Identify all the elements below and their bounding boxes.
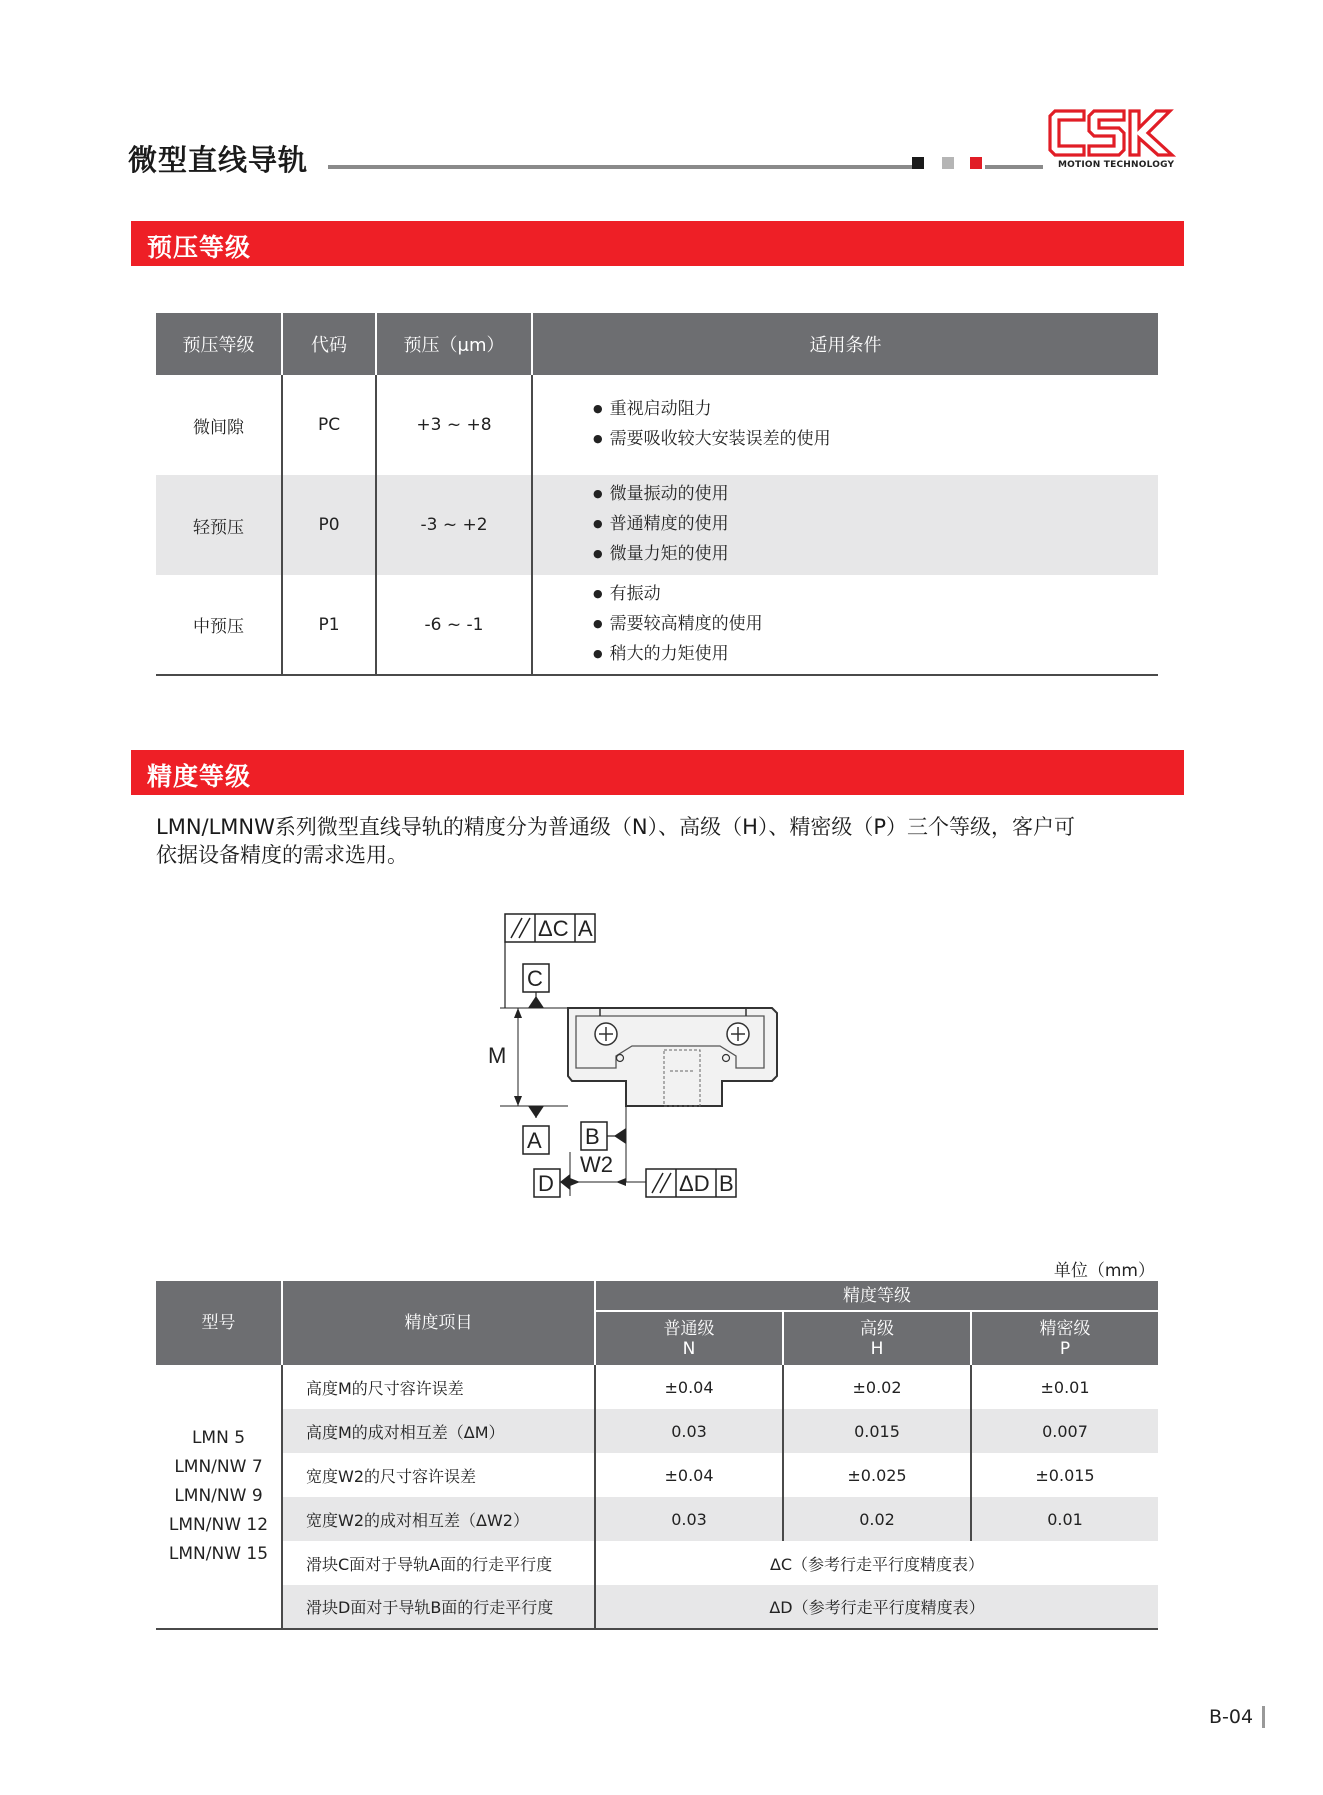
model-list-cell — [156, 1365, 282, 1629]
label-b: B — [585, 1124, 600, 1149]
intro-line: 依据设备精度的需求选用。 — [156, 843, 408, 867]
label-a: A — [527, 1128, 542, 1153]
col-header-precision — [971, 1311, 1158, 1365]
condition-item: ● 需要吸收较大安装误差的使用 — [593, 425, 1158, 455]
accuracy-item-cell: 宽度W2的尺寸容许误差 — [282, 1453, 595, 1497]
col-header-normal — [595, 1311, 783, 1365]
model-name: LMN/NW 15 — [168, 1544, 269, 1564]
condition-item: ● 需要较高精度的使用 — [593, 610, 1158, 640]
model-name: LMN/NW 7 — [174, 1457, 263, 1477]
value-cell-p: ±0.01 — [971, 1365, 1158, 1409]
label-datum-a-top: A — [578, 916, 593, 941]
label-m: M — [488, 1043, 507, 1068]
code-cell: P0 — [282, 475, 376, 575]
preload-header-row — [156, 313, 1158, 375]
section-heading-accuracy: 精度等级 — [147, 762, 252, 791]
accuracy-header-row — [156, 1281, 1158, 1311]
merged-value-cell: ΔC（参考行走平行度精度表） — [595, 1541, 1158, 1585]
condition-item: ● 普通精度的使用 — [593, 510, 1158, 540]
value-cell-h: 0.015 — [783, 1409, 971, 1453]
grade-cell: 中预压 — [156, 575, 282, 675]
accuracy-diagram — [480, 906, 860, 1236]
section-heading-preload: 预压等级 — [147, 233, 252, 262]
label-d: D — [538, 1171, 554, 1196]
col-header-preload: 预压（μm） — [376, 313, 532, 375]
condition-item: ● 微量振动的使用 — [593, 480, 1158, 510]
accuracy-item-cell: 高度M的成对相互差（ΔM） — [282, 1409, 595, 1453]
accuracy-item-cell: 滑块C面对于导轨A面的行走平行度 — [282, 1541, 595, 1585]
conditions-cell — [532, 475, 1158, 575]
grade-cell: 轻预压 — [156, 475, 282, 575]
value-cell-n: ±0.04 — [595, 1453, 783, 1497]
logo-subtitle: MOTION TECHNOLOGY — [1058, 160, 1175, 170]
preload-cell: +3 ~ +8 — [376, 375, 532, 475]
col-header-grade-group: 精度等级 — [595, 1281, 1158, 1311]
decor-square-grey — [942, 157, 954, 169]
table-row — [156, 1365, 1158, 1409]
condition-item: ● 微量力矩的使用 — [593, 540, 1158, 570]
value-cell-p: 0.01 — [971, 1497, 1158, 1541]
model-name: LMN/NW 12 — [168, 1515, 269, 1535]
decor-square-red — [970, 157, 982, 169]
preload-cell: -6 ~ -1 — [376, 575, 532, 675]
csk-logo — [1048, 108, 1176, 172]
accuracy-table — [156, 1281, 1158, 1630]
value-cell-h: ±0.025 — [783, 1453, 971, 1497]
slider-block — [568, 1008, 777, 1106]
tolerance-frame-c — [505, 914, 595, 942]
page-number: B-04 — [1209, 1706, 1254, 1728]
value-cell-h: 0.02 — [783, 1497, 971, 1541]
merged-value-cell: ΔD（参考行走平行度精度表） — [595, 1585, 1158, 1629]
table-row — [156, 575, 1158, 675]
section-bar-accuracy — [131, 750, 1184, 795]
unit-label: 单位（mm） — [1053, 1261, 1155, 1281]
grade-name: 普通级 — [663, 1318, 715, 1339]
grade-name: 高级 — [860, 1318, 894, 1339]
label-w2: W2 — [580, 1152, 613, 1177]
condition-item: ● 稍大的力矩使用 — [593, 640, 1158, 670]
preload-cell: -3 ~ +2 — [376, 475, 532, 575]
grade-code: N — [682, 1338, 696, 1359]
grade-cell: 微间隙 — [193, 417, 244, 438]
table-row — [156, 1541, 1158, 1585]
label-parallel-c: ΔC — [538, 916, 569, 941]
code-cell: PC — [282, 375, 376, 475]
model-name: LMN/NW 9 — [174, 1486, 263, 1506]
decor-square-black — [912, 157, 924, 169]
col-header-grade: 预压等级 — [156, 313, 282, 375]
value-cell-p: 0.007 — [971, 1409, 1158, 1453]
grade-code: P — [1059, 1338, 1071, 1359]
value-cell-n: ±0.04 — [595, 1365, 783, 1409]
title-rule — [328, 165, 913, 169]
value-cell-n: 0.03 — [595, 1409, 783, 1453]
label-parallel-d: ΔD — [679, 1171, 710, 1196]
grade-name: 精密级 — [1039, 1318, 1091, 1339]
condition-item: ● 重视启动阻力 — [593, 395, 1158, 425]
section-bar-preload — [131, 221, 1184, 266]
model-name: LMN 5 — [191, 1428, 246, 1448]
code-cell: P1 — [282, 575, 376, 675]
condition-item: ● 有振动 — [593, 580, 1158, 610]
accuracy-intro — [156, 813, 1156, 869]
tolerance-frame-d — [646, 1169, 736, 1197]
table-row — [156, 475, 1158, 575]
col-header-code: 代码 — [282, 313, 376, 375]
label-c: C — [527, 966, 543, 991]
value-cell-h: ±0.02 — [783, 1365, 971, 1409]
table-row — [156, 375, 1158, 475]
preload-table — [156, 313, 1158, 676]
grade-code: H — [870, 1338, 884, 1359]
accuracy-item-cell: 宽度W2的成对相互差（ΔW2） — [282, 1497, 595, 1541]
table-row — [156, 1497, 1158, 1541]
table-row — [156, 1453, 1158, 1497]
col-header-high — [783, 1311, 971, 1365]
label-datum-b-bottom: B — [719, 1171, 734, 1196]
conditions-cell — [532, 575, 1158, 675]
accuracy-item-cell: 滑块D面对于导轨B面的行走平行度 — [282, 1585, 595, 1629]
col-header-conditions: 适用条件 — [532, 313, 1158, 375]
table-row — [156, 1585, 1158, 1629]
table-row — [156, 1409, 1158, 1453]
title-rule-end — [985, 165, 1043, 169]
page-title: 微型直线导轨 — [128, 143, 309, 177]
accuracy-item-cell: 高度M的尺寸容许误差 — [282, 1365, 595, 1409]
csk-logo-mark — [1048, 108, 1176, 158]
conditions-cell — [532, 375, 1158, 475]
col-header-item: 精度项目 — [282, 1281, 595, 1365]
intro-line: LMN/LMNW系列微型直线导轨的精度分为普通级（N）、高级（H）、精密级（P）三个等级，客户可 — [156, 815, 1076, 839]
page-number-bar — [1262, 1706, 1265, 1728]
col-header-model: 型号 — [156, 1281, 282, 1365]
value-cell-p: ±0.015 — [971, 1453, 1158, 1497]
value-cell-n: 0.03 — [595, 1497, 783, 1541]
